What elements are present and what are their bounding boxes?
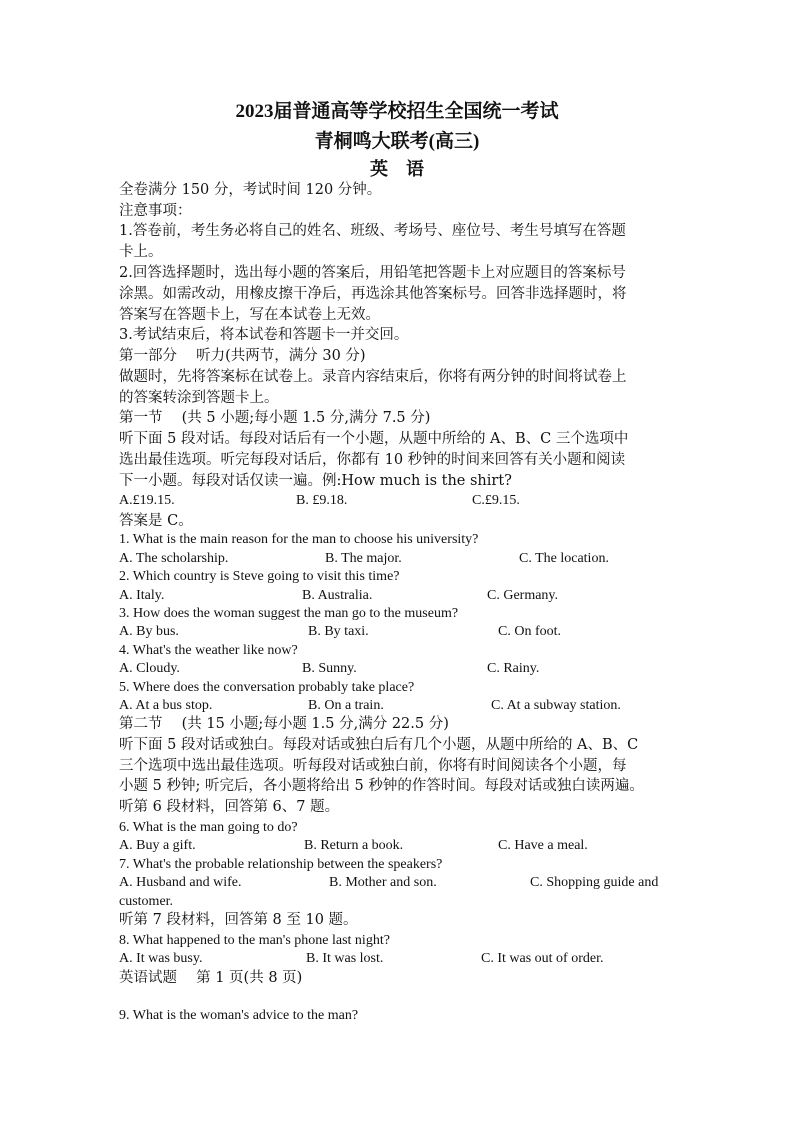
option-c: C.£9.15. [472,493,520,508]
text-line: 全卷满分 150 分，考试时间 120 分钟。 [119,182,382,198]
exam-subtitle: 青桐鸣大联考(高三) [314,131,480,152]
option-c: C. Rainy. [487,661,540,676]
option-b: B. It was lost. [306,951,384,966]
option-c: C. It was out of order. [481,951,604,966]
option-b: B. £9.18. [296,493,348,508]
question-stem: 6. What is the man going to do? [119,820,298,835]
option-c-continued: customer. [119,894,174,909]
text-line: 1.答卷前，考生务必将自己的姓名、班级、考场号、座位号、考生号填写在答题 [119,223,626,239]
example-answer: 答案是 C。 [119,513,193,529]
subject-title: 英 语 [370,159,424,179]
option-b: B. Australia. [302,588,373,603]
option-a: A. Cloudy. [119,661,180,676]
option-b: B. On a train. [308,698,384,713]
text-line: 三个选项中选出最佳选项。听每段对话或独白前，你将有时间阅读各个小题，每 [119,758,627,774]
option-c: C. Have a meal. [498,838,588,853]
option-a: A. By bus. [119,624,179,639]
question-stem: 9. What is the woman's advice to the man? [119,1008,359,1023]
exam-title: 2023届普通高等学校招生全国统一考试 [235,101,559,122]
option-b: B. Sunny. [302,661,357,676]
text-line: 3.考试结束后，将本试卷和答题卡一并交回。 [119,327,409,343]
text-line: 听下面 5 段对话或独白。每段对话或独白后有几个小题，从题中所给的 A、B、C [119,737,639,753]
option-c: C. Shopping guide and [530,875,659,890]
question-stem: 7. What's the probable relationship between the speakers? [119,857,443,872]
question-stem: 1. What is the main reason for the man to choose his university? [119,532,479,547]
section-heading: 第一部分 听力(共两节，满分 30 分) [119,348,366,364]
text-line: 选出最佳选项。听完每段对话后，你都有 10 秒钟的时间来回答有关小题和阅读 [119,452,626,468]
text-line: 听第 6 段材料，回答第 6、7 题。 [119,799,340,815]
question-stem: 3. How does the woman suggest the man go to the museum? [119,606,459,621]
option-b: B. Return a book. [304,838,404,853]
text-line: 注意事项： [119,203,192,219]
text-line: 做题时，先将答案标在试卷上。录音内容结束后，你将有两分钟的时间将试卷上 [119,369,627,385]
text-line: 答案写在答题卡上，写在本试卷上无效。 [119,307,380,323]
text-line: 的答案转涂到答题卡上。 [119,390,279,406]
section-heading: 第二节 (共 15 小题;每小题 1.5 分,满分 22.5 分) [119,716,449,732]
option-c: C. At a subway station. [491,698,621,713]
page-footer: 英语试题 第 1 页(共 8 页) [119,970,303,986]
text-line: 卡上。 [119,244,163,260]
option-b: B. By taxi. [308,624,369,639]
option-a: A. Italy. [119,588,165,603]
option-c: C. On foot. [498,624,561,639]
option-a: A. Husband and wife. [119,875,242,890]
option-b: B. The major. [325,551,402,566]
question-stem: 4. What's the weather like now? [119,643,298,658]
option-c: C. The location. [519,551,609,566]
option-b: B. Mother and son. [329,875,437,890]
text-line: 涂黑。如需改动，用橡皮擦干净后，再选涂其他答案标号。回答非选择题时，将 [119,286,627,302]
text-line: 听下面 5 段对话。每段对话后有一个小题，从题中所给的 A、B、C 三个选项中 [119,431,629,447]
text-line: 听第 7 段材料，回答第 8 至 10 题。 [119,912,358,928]
text-line: 下一小题。每段对话仅读一遍。例:How much is the shirt? [119,473,512,489]
option-a: A. It was busy. [119,951,203,966]
question-stem: 5. Where does the conversation probably take place? [119,680,415,695]
option-a: A. Buy a gift. [119,838,196,853]
option-a: A. At a bus stop. [119,698,213,713]
question-stem: 8. What happened to the man's phone last night? [119,933,390,948]
question-stem: 2. Which country is Steve going to visit this time? [119,569,400,584]
text-line: 2.回答选择题时，选出每小题的答案后，用铅笔把答题卡上对应题目的答案标号 [119,265,626,281]
option-a: A.£19.15. [119,493,175,508]
option-a: A. The scholarship. [119,551,229,566]
section-heading: 第一节 (共 5 小题;每小题 1.5 分,满分 7.5 分) [119,410,431,426]
text-line: 小题 5 秒钟; 听完后，各小题将给出 5 秒钟的作答时间。每段对话或独白读两遍。 [119,778,644,794]
option-c: C. Germany. [487,588,559,603]
